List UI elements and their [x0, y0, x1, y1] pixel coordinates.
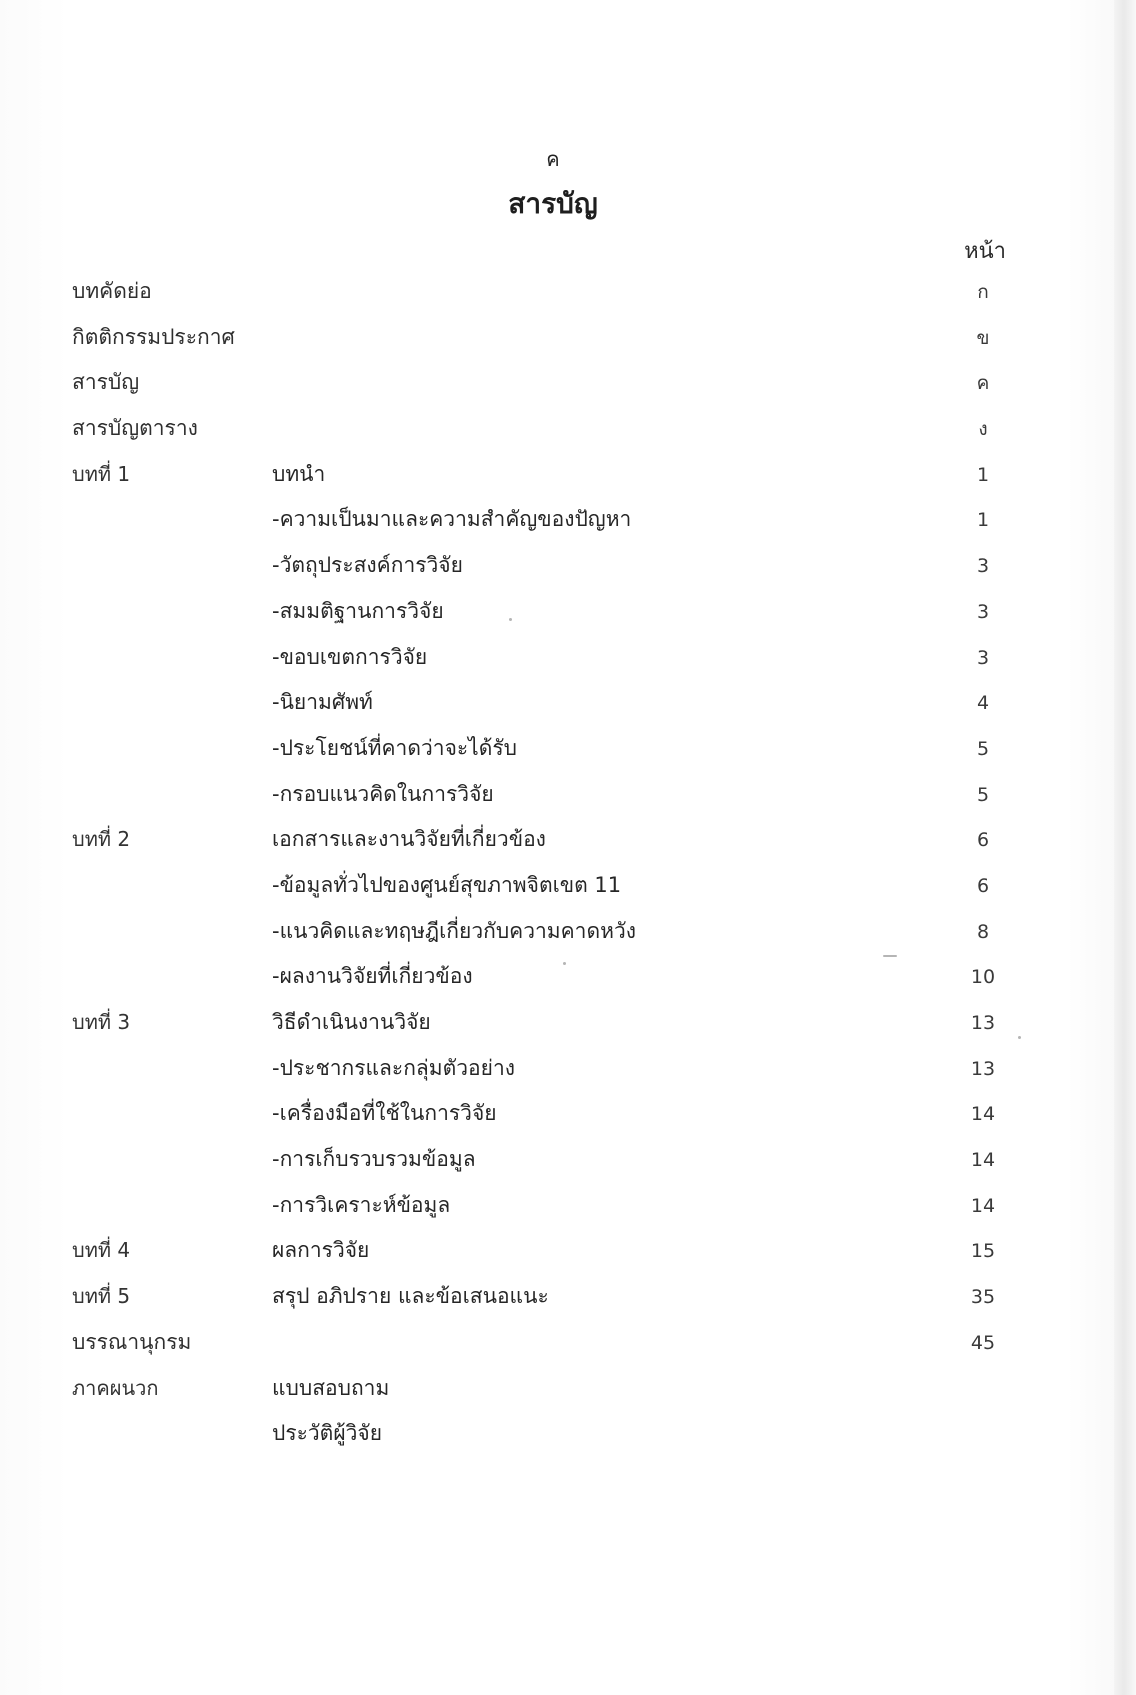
- toc-entry-left-label: บรรณานุกรม: [72, 1329, 192, 1354]
- toc-entry-left-label: บทที่ 1: [72, 461, 131, 486]
- toc-entry-page: ง: [978, 418, 988, 441]
- toc-entry-left-label: กิตติกรรมประกาศ: [72, 324, 235, 349]
- scan-speck: [883, 955, 897, 957]
- table-of-contents: [0, 274, 1106, 1462]
- toc-entry: [0, 959, 1106, 1005]
- toc-entry-title: -สมมติฐานการวิจัย: [272, 598, 444, 623]
- toc-entry: [0, 822, 1106, 868]
- toc-entry-left-label: สารบัญตาราง: [72, 416, 198, 441]
- toc-entry: [0, 731, 1106, 777]
- toc-entry: [0, 868, 1106, 914]
- toc-entry-title: -วัตถุประสงค์การวิจัย: [272, 553, 463, 578]
- toc-entry: [0, 640, 1106, 686]
- toc-entry-page: ค: [976, 372, 990, 395]
- toc-entry-title: -ผลงานวิจัยที่เกี่ยวข้อง: [272, 964, 473, 989]
- toc-entry-page: 45: [970, 1331, 996, 1354]
- toc-entry: [0, 1279, 1106, 1325]
- toc-entry-title: สรุป อภิปราย และข้อเสนอแนะ: [272, 1284, 549, 1309]
- toc-entry: [0, 1371, 1106, 1417]
- toc-entry-left-label: บทที่ 2: [72, 827, 131, 852]
- toc-entry-title: -ขอบเขตการวิจัย: [272, 644, 428, 669]
- toc-entry-title: เอกสารและงานวิจัยที่เกี่ยวข้อง: [272, 827, 546, 852]
- toc-entry: [0, 685, 1106, 731]
- toc-entry-page: 4: [976, 692, 990, 715]
- toc-entry-page: 14: [970, 1103, 996, 1126]
- toc-entry: [0, 1325, 1106, 1371]
- toc-entry-page: 6: [976, 874, 990, 897]
- toc-entry: [0, 1142, 1106, 1188]
- toc-entry-page: 5: [976, 783, 990, 806]
- toc-entry: [0, 411, 1106, 457]
- toc-entry-page: 1: [976, 509, 990, 532]
- toc-entry-title: ประวัติผู้วิจัย: [272, 1421, 383, 1446]
- toc-entry: [0, 502, 1106, 548]
- toc-entry: [0, 594, 1106, 640]
- toc-entry: [0, 777, 1106, 823]
- toc-entry-left-label: บทคัดย่อ: [72, 279, 152, 303]
- toc-entry-page: 13: [970, 1057, 996, 1080]
- page-column-header: หน้า: [964, 239, 1006, 264]
- toc-entry-page: 5: [976, 737, 990, 760]
- toc-entry: [0, 365, 1106, 411]
- toc-entry-page: 3: [976, 646, 990, 669]
- toc-entry: [0, 1188, 1106, 1234]
- toc-entry: [0, 320, 1106, 366]
- toc-entry: [0, 1051, 1106, 1097]
- toc-entry-page: 3: [976, 600, 990, 623]
- scan-speck: [509, 618, 512, 621]
- toc-entry-title: -ประโยชน์ที่คาดว่าจะได้รับ: [272, 735, 517, 760]
- page-title: สารบัญ: [508, 187, 598, 220]
- toc-entry-title: -ข้อมูลทั่วไปของศูนย์สุขภาพจิตเขต 11: [272, 872, 622, 897]
- toc-entry-title: วิธีดำเนินงานวิจัย: [272, 1010, 431, 1034]
- toc-entry-page: 13: [970, 1012, 996, 1034]
- toc-entry-title: แบบสอบถาม: [272, 1375, 390, 1400]
- toc-entry: [0, 457, 1106, 503]
- toc-entry-page: 3: [976, 555, 990, 578]
- toc-entry-title: -แนวคิดและทฤษฎีเกี่ยวกับความคาดหวัง: [272, 918, 637, 943]
- toc-entry: [0, 1416, 1106, 1462]
- toc-entry-page: 10: [970, 966, 996, 989]
- toc-entry-title: -ความเป็นมาและความสำคัญของปัญหา: [272, 507, 632, 532]
- toc-entry-page: 1: [976, 463, 990, 486]
- toc-entry-left-label: สารบัญ: [72, 370, 140, 395]
- toc-entry-page: 14: [970, 1194, 996, 1217]
- toc-entry-left-label: บทที่ 4: [72, 1238, 131, 1263]
- toc-entry-left-label: ภาคผนวก: [72, 1375, 159, 1400]
- toc-entry-page: 6: [976, 829, 990, 852]
- toc-entry: [0, 548, 1106, 594]
- toc-entry: [0, 1096, 1106, 1142]
- toc-entry: [0, 914, 1106, 960]
- toc-entry-page: 35: [970, 1286, 996, 1309]
- toc-entry-title: -กรอบแนวคิดในการวิจัย: [272, 781, 494, 806]
- page-number-letter: ค: [546, 147, 560, 171]
- scan-speck: [563, 962, 566, 965]
- toc-entry: [0, 1005, 1106, 1051]
- toc-entry-left-label: บทที่ 3: [72, 1010, 131, 1034]
- toc-entry-title: ผลการวิจัย: [272, 1238, 370, 1263]
- toc-entry-title: -การวิเคราะห์ข้อมูล: [272, 1192, 451, 1217]
- scan-speck: [1018, 1036, 1021, 1039]
- toc-entry-title: -การเก็บรวบรวมข้อมูล: [272, 1147, 476, 1172]
- toc-entry-page: ข: [976, 326, 990, 349]
- toc-entry-page: 15: [970, 1240, 996, 1263]
- toc-entry-title: -นิยามศัพท์: [272, 690, 373, 715]
- toc-entry-title: -เครื่องมือที่ใช้ในการวิจัย: [272, 1101, 497, 1126]
- toc-entry-page: ก: [977, 281, 989, 303]
- toc-entry-page: 8: [976, 920, 990, 943]
- page-edge-shadow: [1114, 0, 1136, 1695]
- toc-entry: [0, 274, 1106, 320]
- toc-entry-title: -ประชากรและกลุ่มตัวอย่าง: [272, 1055, 516, 1080]
- toc-entry: [0, 1233, 1106, 1279]
- toc-entry-left-label: บทที่ 5: [72, 1284, 131, 1309]
- toc-entry-title: บทนำ: [272, 461, 326, 486]
- toc-entry-page: 14: [970, 1149, 996, 1172]
